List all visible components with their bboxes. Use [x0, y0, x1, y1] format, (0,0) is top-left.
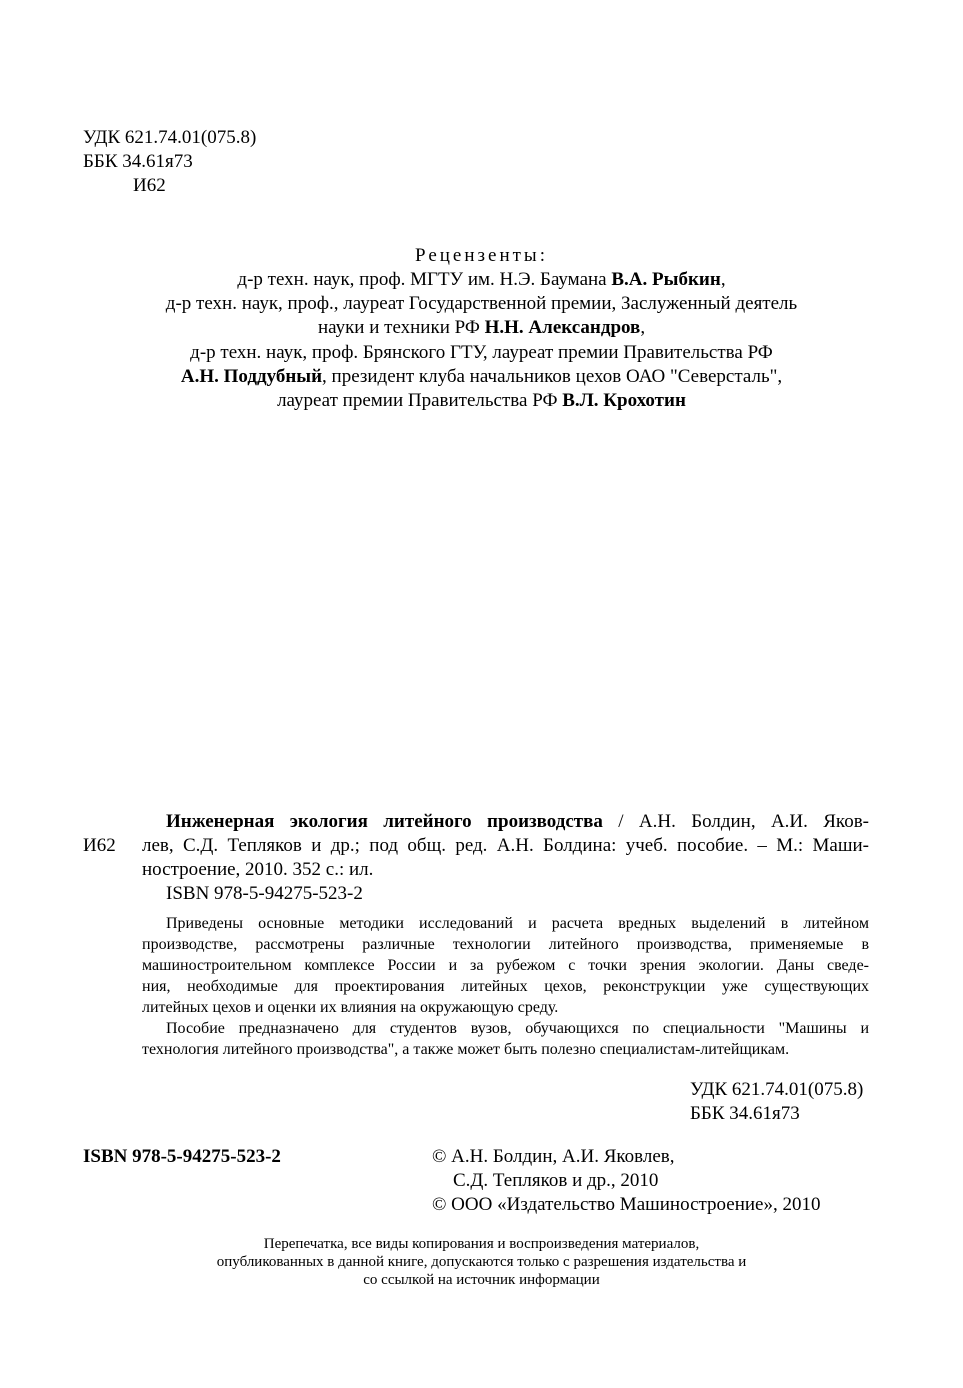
copyright-line-2: С.Д. Тепляков и др., 2010 [453, 1170, 659, 1191]
bib-line-3: ностроение, 2010. 352 с.: ил. [142, 859, 374, 880]
bib-isbn: ISBN 978-5-94275-523-2 [166, 883, 363, 904]
bib-authors-start: / А.Н. Болдин, А.И. Яков- [602, 811, 869, 832]
copyright-line-3: © ООО «Издательство Машиностроение», 2010 [432, 1194, 821, 1215]
reviewer-line-4: д-р техн. наук, проф. Брянского ГТУ, лауреат премии Правительства РФ [190, 342, 773, 363]
bib-side-mark: И62 [83, 835, 116, 856]
abstract-p1-line: Приведены основные методики исследований и расчета вредных выделений в литейном [166, 915, 869, 932]
reviewer-4-name: В.Л. Крохотин [562, 390, 686, 411]
notice-line-2: опубликованных в данной книге, допускаются только с разрешения издательства и [216, 1254, 747, 1270]
notice-line-3: со ссылкой на источник информации [363, 1272, 600, 1288]
abstract-p1-line: производстве, рассмотрены различные технологии литейного производства, применяемые в [142, 936, 869, 953]
reviewer-3-name: А.Н. Поддубный [180, 366, 323, 387]
udk-footer: УДК 621.74.01(075.8) [690, 1079, 864, 1100]
reviewer-line-3 [0, 316, 963, 340]
bib-line-1 [142, 810, 869, 834]
reviewer-2-name: Н.Н. Александров [484, 317, 641, 338]
abstract-p1-line: литейных цехов и оценки их влияния на окружающую среду. [142, 999, 559, 1016]
bbk-footer: ББК 34.61я73 [690, 1103, 800, 1124]
isbn-bold-text: ISBN 978-5-94275-523-2 [83, 1146, 281, 1167]
abstract-p1-line: ния, необходимые для проектирования литейных цехов, реконструкции уже существующих [142, 978, 869, 995]
abstract-p2-line: технология литейного производства", а также может быть полезно специалистам-литейщикам. [142, 1041, 790, 1058]
copyright-line-1: © А.Н. Болдин, А.И. Яковлев, [432, 1146, 675, 1167]
bib-line-2 [142, 834, 869, 858]
isbn-bold [83, 1145, 281, 1169]
udk-header: УДК 621.74.01(075.8) [83, 127, 257, 148]
reviewer-1-tail: , [720, 269, 726, 290]
reviewer-line-2: д-р техн. наук, проф., лауреат Государственной премии, Заслуженный деятель [165, 293, 798, 314]
bib-line-2-text: лев, С.Д. Тепляков и др.; под общ. ред. А.Н. Болдина: учеб. пособие. – М.: Маши- [142, 835, 869, 856]
reviewer-line-1 [0, 268, 963, 292]
reviewer-line-6 [0, 389, 963, 413]
reviewers-heading: Рецензенты: [415, 245, 548, 266]
notice-line-1: Перепечатка, все виды копирования и воспроизведения материалов, [263, 1236, 700, 1252]
reviewer-2-text: науки и техники РФ [317, 317, 485, 338]
reviewer-4-pre: лауреат премии Правительства РФ [277, 390, 563, 411]
bbk-header: ББК 34.61я73 [83, 151, 193, 172]
abstract-p1-line: машиностроительном комплексе России и за рубежом с точки зрения экологии. Даны сведе- [142, 957, 869, 974]
author-mark-header: И62 [133, 175, 166, 196]
reviewer-4-text: , президент клуба начальников цехов ОАО "Северсталь", [322, 366, 783, 387]
reviewer-line-5 [0, 365, 963, 389]
reviewer-2-tail: , [640, 317, 646, 338]
abstract-p2-line: Пособие предназначено для студентов вузов, обучающихся по специальности "Машины и [166, 1020, 869, 1037]
reviewer-1-name: В.А. Рыбкин [611, 269, 721, 290]
abstract [142, 913, 869, 1060]
reviewer-1-text: д-р техн. наук, проф. МГТУ им. Н.Э. Баумана [237, 269, 612, 290]
book-title: Инженерная экология литейного производства [166, 811, 603, 832]
